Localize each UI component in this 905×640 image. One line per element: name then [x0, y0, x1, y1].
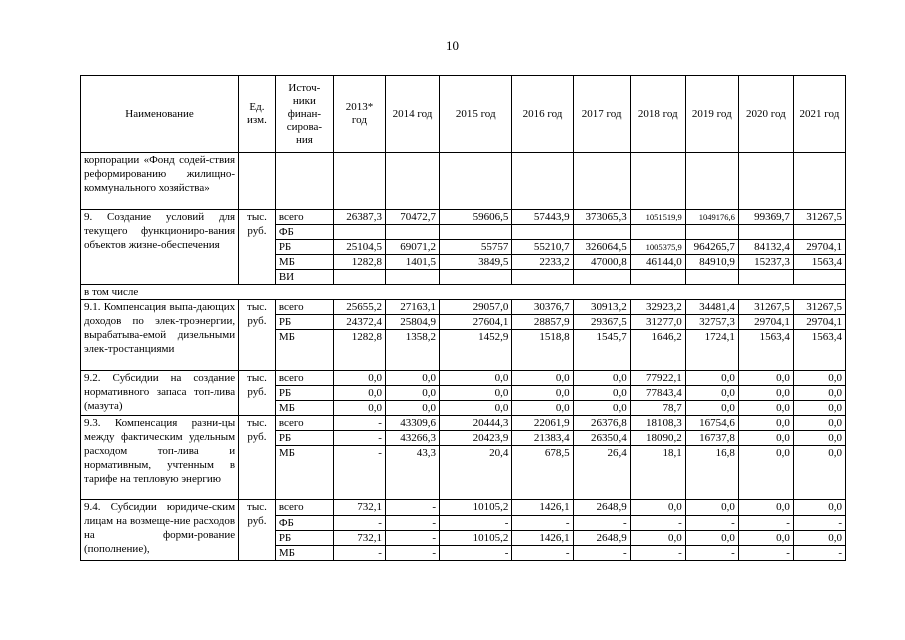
value-cell: 27604,1	[440, 315, 512, 330]
value-cell	[440, 270, 512, 285]
header-name: Наименование	[81, 76, 239, 153]
value-cell	[685, 153, 738, 210]
value-cell: 0,0	[385, 401, 439, 416]
value-cell: 0,0	[630, 500, 685, 516]
funding-source: РБ	[275, 531, 333, 546]
value-cell: -	[685, 516, 738, 531]
funding-source: всего	[275, 300, 333, 315]
value-cell: 25655,2	[333, 300, 385, 315]
header-year: 2020 год	[738, 76, 793, 153]
value-cell	[685, 225, 738, 240]
value-cell: 43266,3	[385, 431, 439, 446]
value-cell: 1282,8	[333, 330, 385, 371]
unit-cell	[239, 153, 276, 210]
value-cell: 77843,4	[630, 386, 685, 401]
value-cell: -	[793, 516, 845, 531]
value-cell: 20423,9	[440, 431, 512, 446]
page-number: 10	[446, 38, 459, 53]
budget-table	[80, 75, 846, 561]
value-cell	[440, 153, 512, 210]
value-cell: 31277,0	[630, 315, 685, 330]
value-cell: 32923,2	[630, 300, 685, 315]
value-cell: -	[333, 516, 385, 531]
value-cell	[333, 270, 385, 285]
funding-source: всего	[275, 416, 333, 431]
unit-cell: тыс. руб.	[239, 300, 276, 371]
value-cell: 0,0	[793, 431, 845, 446]
value-cell	[630, 270, 685, 285]
value-cell: 732,1	[333, 500, 385, 516]
value-cell: 46144,0	[630, 255, 685, 270]
value-cell	[333, 153, 385, 210]
value-cell: 678,5	[512, 446, 573, 500]
value-cell: 25104,5	[333, 240, 385, 255]
value-cell: 43309,6	[385, 416, 439, 431]
funding-source	[275, 153, 333, 210]
value-cell: 964265,7	[685, 240, 738, 255]
value-cell: 1545,7	[573, 330, 630, 371]
value-cell	[793, 270, 845, 285]
value-cell: -	[385, 500, 439, 516]
value-cell: 18090,2	[630, 431, 685, 446]
value-cell: 1426,1	[512, 500, 573, 516]
value-cell	[512, 225, 573, 240]
value-cell: 21383,4	[512, 431, 573, 446]
table-row	[81, 300, 846, 315]
item-name: 9.4. Субсидии юридиче-ским лицам на возмеще-ние расходов на форми-рование (пополнение),	[81, 500, 239, 561]
table-body	[81, 153, 846, 561]
funding-source: ВИ	[275, 270, 333, 285]
value-cell: 32757,3	[685, 315, 738, 330]
value-cell: 22061,9	[512, 416, 573, 431]
value-cell: 0,0	[793, 531, 845, 546]
value-cell: 26387,3	[333, 210, 385, 225]
value-cell: 1051519,9	[630, 210, 685, 225]
value-cell	[793, 153, 845, 210]
value-cell: 1563,4	[793, 330, 845, 371]
funding-source: МБ	[275, 255, 333, 270]
value-cell: 373065,3	[573, 210, 630, 225]
value-cell: 18108,3	[630, 416, 685, 431]
value-cell	[738, 270, 793, 285]
value-cell: 1646,2	[630, 330, 685, 371]
value-cell: 732,1	[333, 531, 385, 546]
funding-source: МБ	[275, 546, 333, 561]
item-name: 9.3. Компенсация разни-цы между фактическим удельным расходом топ-лива и нормативным, учтенным в тарифе на тепловую энергию	[81, 416, 239, 500]
value-cell: -	[573, 516, 630, 531]
value-cell: 30376,7	[512, 300, 573, 315]
value-cell: 31267,5	[738, 300, 793, 315]
value-cell: 0,0	[333, 401, 385, 416]
value-cell: -	[512, 546, 573, 561]
value-cell: 31267,5	[793, 300, 845, 315]
header-year: 2017 год	[573, 76, 630, 153]
value-cell: 0,0	[440, 401, 512, 416]
value-cell: 0,0	[385, 386, 439, 401]
value-cell	[630, 153, 685, 210]
value-cell: 1426,1	[512, 531, 573, 546]
section-row	[81, 285, 846, 300]
value-cell: -	[440, 546, 512, 561]
value-cell: 0,0	[793, 371, 845, 386]
value-cell: 24372,4	[333, 315, 385, 330]
value-cell: 0,0	[738, 416, 793, 431]
value-cell: 29704,1	[738, 315, 793, 330]
item-name: 9.2. Субсидии на создание нормативного запаса топ-лива (мазута)	[81, 371, 239, 416]
value-cell: 31267,5	[793, 210, 845, 225]
value-cell: 1563,4	[738, 330, 793, 371]
value-cell: -	[738, 546, 793, 561]
value-cell: 29057,0	[440, 300, 512, 315]
value-cell: 0,0	[793, 416, 845, 431]
value-cell: -	[385, 516, 439, 531]
value-cell: 0,0	[738, 371, 793, 386]
funding-source: МБ	[275, 446, 333, 500]
value-cell: -	[333, 446, 385, 500]
value-cell: 1724,1	[685, 330, 738, 371]
value-cell: 2648,9	[573, 500, 630, 516]
value-cell: -	[685, 546, 738, 561]
value-cell: 0,0	[738, 531, 793, 546]
value-cell: 0,0	[738, 500, 793, 516]
unit-cell: тыс. руб.	[239, 371, 276, 416]
value-cell: 30913,2	[573, 300, 630, 315]
header-year: 2015 год	[440, 76, 512, 153]
value-cell: 0,0	[385, 371, 439, 386]
table-row	[81, 500, 846, 516]
value-cell	[630, 225, 685, 240]
value-cell: 78,7	[630, 401, 685, 416]
header-year: 2013* год	[333, 76, 385, 153]
value-cell: 25804,9	[385, 315, 439, 330]
funding-source: ФБ	[275, 225, 333, 240]
table-row	[81, 210, 846, 225]
value-cell: 0,0	[793, 401, 845, 416]
funding-source: РБ	[275, 240, 333, 255]
value-cell: 2648,9	[573, 531, 630, 546]
value-cell: 55210,7	[512, 240, 573, 255]
value-cell: 26,4	[573, 446, 630, 500]
value-cell: 1518,8	[512, 330, 573, 371]
value-cell: 77922,1	[630, 371, 685, 386]
value-cell: 55757	[440, 240, 512, 255]
value-cell: -	[385, 546, 439, 561]
value-cell: 0,0	[685, 500, 738, 516]
value-cell: 0,0	[573, 386, 630, 401]
item-name: 9.1. Компенсация выпа-дающих доходов по элек-троэнергии, вырабатыва-емой дизельными элек-тростанциями	[81, 300, 239, 371]
value-cell: -	[333, 546, 385, 561]
value-cell: -	[333, 416, 385, 431]
header-row	[81, 76, 846, 153]
value-cell: -	[738, 516, 793, 531]
value-cell: 59606,5	[440, 210, 512, 225]
value-cell: 34481,4	[685, 300, 738, 315]
value-cell: 29367,5	[573, 315, 630, 330]
table-row	[81, 371, 846, 386]
value-cell: 0,0	[738, 401, 793, 416]
value-cell: 0,0	[685, 371, 738, 386]
value-cell	[512, 153, 573, 210]
value-cell	[573, 270, 630, 285]
table-row	[81, 153, 846, 210]
header-year: 2019 год	[685, 76, 738, 153]
value-cell: 1401,5	[385, 255, 439, 270]
value-cell: 2233,2	[512, 255, 573, 270]
funding-source: МБ	[275, 401, 333, 416]
value-cell: 0,0	[738, 446, 793, 500]
header-year: 2021 год	[793, 76, 845, 153]
value-cell: 16754,6	[685, 416, 738, 431]
value-cell: 57443,9	[512, 210, 573, 225]
funding-source: всего	[275, 500, 333, 516]
value-cell: 1049176,6	[685, 210, 738, 225]
value-cell	[512, 270, 573, 285]
header-year: 2014 год	[385, 76, 439, 153]
value-cell: -	[333, 431, 385, 446]
value-cell: 0,0	[793, 386, 845, 401]
table-row	[81, 416, 846, 431]
value-cell: 0,0	[440, 386, 512, 401]
value-cell: 0,0	[738, 386, 793, 401]
value-cell: -	[630, 546, 685, 561]
value-cell: 99369,7	[738, 210, 793, 225]
value-cell	[333, 225, 385, 240]
value-cell: 20,4	[440, 446, 512, 500]
value-cell: 0,0	[573, 371, 630, 386]
value-cell: 29704,1	[793, 315, 845, 330]
value-cell	[573, 153, 630, 210]
value-cell: 1282,8	[333, 255, 385, 270]
value-cell: 0,0	[333, 386, 385, 401]
value-cell: -	[440, 516, 512, 531]
header-year: 2018 год	[630, 76, 685, 153]
value-cell: 0,0	[512, 386, 573, 401]
value-cell: 1005375,9	[630, 240, 685, 255]
item-name: корпорации «Фонд содей-ствия реформированию жилищно-коммунального хозяйства»	[81, 153, 239, 210]
value-cell: 0,0	[685, 531, 738, 546]
value-cell: 26350,4	[573, 431, 630, 446]
value-cell	[440, 225, 512, 240]
value-cell: 0,0	[512, 371, 573, 386]
value-cell: 29704,1	[793, 240, 845, 255]
funding-source: МБ	[275, 330, 333, 371]
value-cell: 0,0	[685, 401, 738, 416]
value-cell: 0,0	[793, 446, 845, 500]
item-name: 9. Создание условий для текущего функциониро-вания объектов жизне-обеспечения	[81, 210, 239, 285]
value-cell: 27163,1	[385, 300, 439, 315]
funding-source: всего	[275, 210, 333, 225]
value-cell: 20444,3	[440, 416, 512, 431]
unit-cell: тыс. руб.	[239, 210, 276, 285]
value-cell: 16,8	[685, 446, 738, 500]
value-cell: 0,0	[573, 401, 630, 416]
value-cell	[385, 270, 439, 285]
header-source: Источ-ники финан-сирова-ния	[275, 76, 333, 153]
header-unit: Ед. изм.	[239, 76, 276, 153]
value-cell: 326064,5	[573, 240, 630, 255]
value-cell	[685, 270, 738, 285]
funding-source: РБ	[275, 431, 333, 446]
value-cell: -	[630, 516, 685, 531]
value-cell: 47000,8	[573, 255, 630, 270]
value-cell	[385, 153, 439, 210]
value-cell: 84132,4	[738, 240, 793, 255]
value-cell	[793, 225, 845, 240]
header-year: 2016 год	[512, 76, 573, 153]
value-cell: 28857,9	[512, 315, 573, 330]
value-cell: 84910,9	[685, 255, 738, 270]
value-cell: 0,0	[685, 386, 738, 401]
value-cell: 0,0	[793, 500, 845, 516]
value-cell: -	[573, 546, 630, 561]
value-cell: 16737,8	[685, 431, 738, 446]
value-cell: 18,1	[630, 446, 685, 500]
value-cell	[385, 225, 439, 240]
value-cell: 3849,5	[440, 255, 512, 270]
value-cell	[738, 225, 793, 240]
value-cell: 1358,2	[385, 330, 439, 371]
value-cell: -	[512, 516, 573, 531]
value-cell: 0,0	[630, 531, 685, 546]
value-cell: 70472,7	[385, 210, 439, 225]
unit-cell: тыс. руб.	[239, 500, 276, 561]
value-cell: 15237,3	[738, 255, 793, 270]
funding-source: всего	[275, 371, 333, 386]
value-cell	[573, 225, 630, 240]
section-label: в том числе	[81, 285, 846, 300]
value-cell: 10105,2	[440, 500, 512, 516]
funding-source: ФБ	[275, 516, 333, 531]
value-cell: 10105,2	[440, 531, 512, 546]
value-cell: 26376,8	[573, 416, 630, 431]
funding-source: РБ	[275, 386, 333, 401]
value-cell: 0,0	[333, 371, 385, 386]
value-cell: -	[385, 531, 439, 546]
value-cell: 0,0	[738, 431, 793, 446]
value-cell: 43,3	[385, 446, 439, 500]
unit-cell: тыс. руб.	[239, 416, 276, 500]
value-cell: 0,0	[440, 371, 512, 386]
value-cell: 1563,4	[793, 255, 845, 270]
value-cell: 0,0	[512, 401, 573, 416]
funding-source: РБ	[275, 315, 333, 330]
value-cell: 1452,9	[440, 330, 512, 371]
value-cell	[738, 153, 793, 210]
value-cell: 69071,2	[385, 240, 439, 255]
value-cell: -	[793, 546, 845, 561]
